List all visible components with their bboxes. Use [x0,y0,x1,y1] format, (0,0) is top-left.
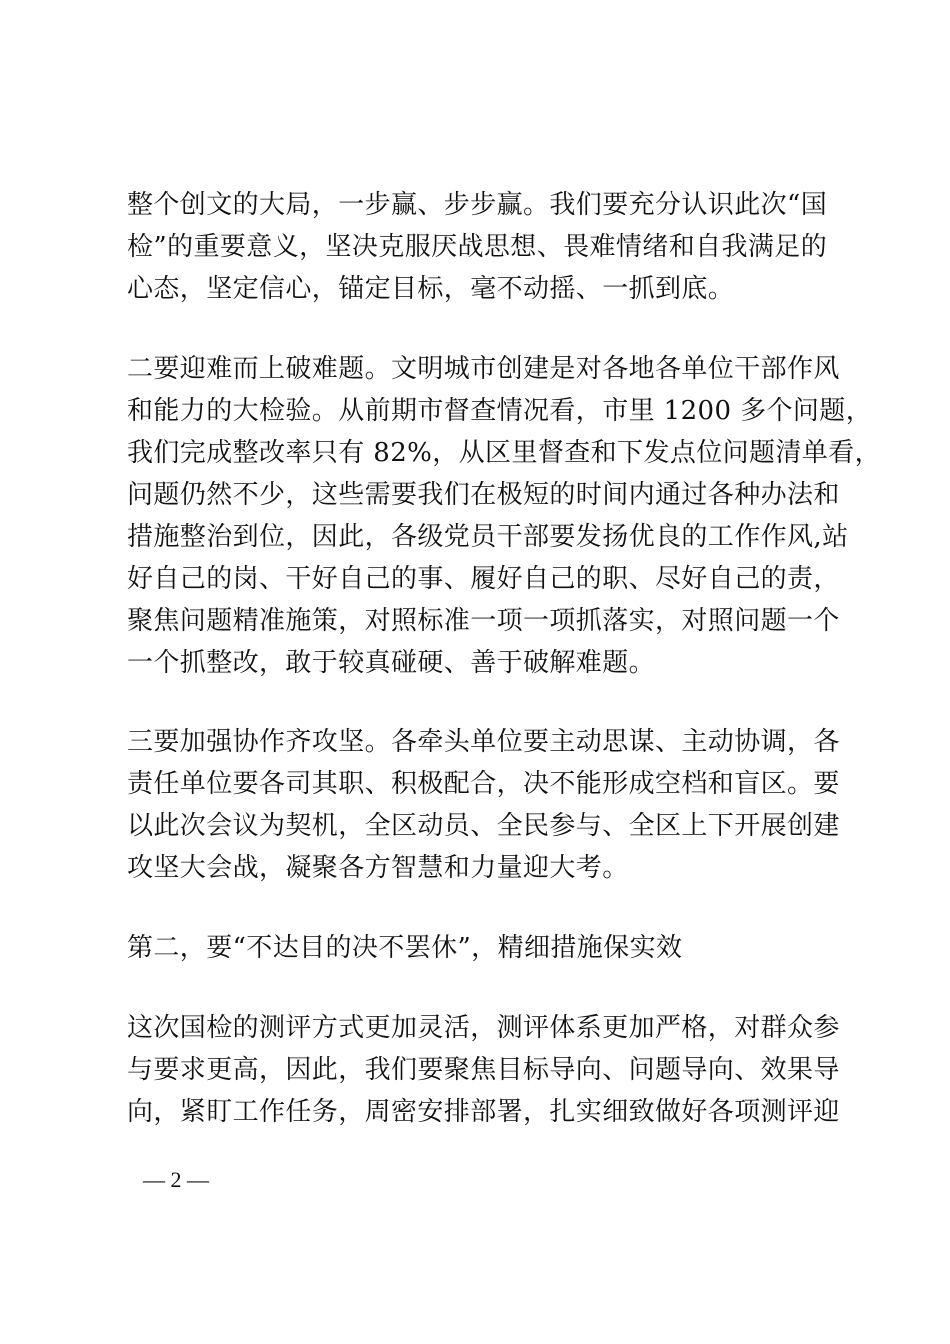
text-line: 我们完成整改率只有 82%，从区里督查和下发点位问题清单看， [127,438,882,468]
text-line: 这次国检的测评方式更加灵活，测评体系更加严格，对群众参 [127,1013,840,1043]
text-line: 心态，坚定信心，锚定目标，毫不动摇、一抓到底。 [127,274,735,304]
text-line: 好自己的岗、干好自己的事、履好自己的职、尽好自己的责， [127,564,840,594]
page-number: — 2 — [143,1167,209,1192]
text-line: 二要迎难而上破难题。文明城市创建是对各地各单位干部作风 [127,354,840,384]
text-line: 问题仍然不少，这些需要我们在极短的时间内通过各种办法和 [127,480,840,510]
text-line: 聚焦问题精准施策，对照标准一项一项抓落实，对照问题一个 [127,606,840,636]
text-line: 三要加强协作齐攻坚。各牵头单位要主动思谋、主动协调，各 [127,727,840,757]
text-line: 措施整治到位，因此，各级党员干部要发扬优良的工作作风,站 [127,522,849,552]
text-line: 向，紧盯工作任务，周密安排部署，扎实细致做好各项测评迎 [127,1097,840,1127]
text-line: 和能力的大检验。从前期市督查情况看，市里 1200 多个问题， [127,396,873,426]
text-line: 一个抓整改，敢于较真碰硬、善于破解难题。 [127,648,656,678]
text-line: 责任单位要各司其职、积极配合，决不能形成空档和盲区。要 [127,769,840,799]
text-line: 检”的重要意义，坚决克服厌战思想、畏难情绪和自我满足的 [127,232,828,262]
text-line: 与要求更高，因此，我们要聚焦目标导向、问题导向、效果导 [127,1055,840,1085]
text-line: 整个创文的大局，一步赢、步步赢。我们要充分认识此次“国 [127,190,828,220]
section-heading: 第二，要“不达目的决不罢休”，精细措施保实效 [127,933,683,963]
text-line: 攻坚大会战，凝聚各方智慧和力量迎大考。 [127,853,629,883]
text-line: 以此次会议为契机，全区动员、全民参与、全区上下开展创建 [127,811,840,841]
